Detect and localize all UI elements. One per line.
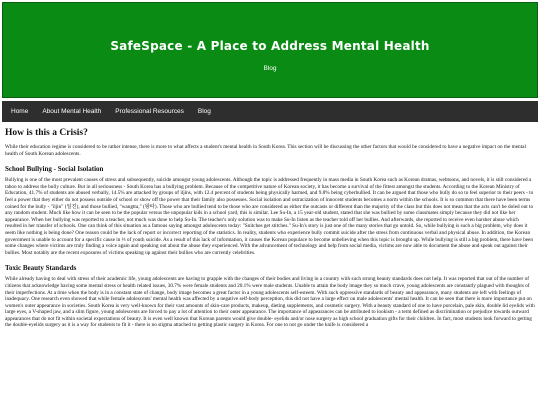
main-nav	[2, 101, 538, 122]
site-subtitle: Blog	[263, 65, 277, 72]
nav-item-blog[interactable]: Blog	[197, 108, 211, 115]
article-content	[5, 128, 535, 405]
nav-item-home[interactable]: Home	[11, 108, 29, 115]
nav-item-about-mental-health[interactable]: About Mental Health	[42, 108, 102, 115]
nav-item-professional-resources[interactable]: Professional Resources	[115, 108, 184, 115]
intro-paragraph: While their education regime is considered to be rather intense, there is more to what affects a student's mental health in South Korea. This section will be discussing the other factors that would be considered to have a negative impact on the mental health of South Korean adolescents.	[5, 144, 526, 157]
beauty-standards-paragraph: While already having to deal with stress of their academic life, young adolescents are having to grapple with the changes of their bodies and living in a country with such strong beauty standards does not help. It was reported that out of the number of citizens that acknowledge having some mental stress or health related issues, 30.7% were female students and 20.1% were male students. Unable to attain the body image they so much crave, young adolescents are constantly plagued with thoughts of their imperfections. At a time when the body is in a constant state of change, body image becomes a great factor in a young adolescents self-esteem. With such oppressive standards of beauty and appearance, many students are left with feelings of inadequacy. One research even showed that while female adolescents' mental health was affected by a negative self-body perception, this did not have a large effect on male adolescents' mental health. It can be seen that there is more importance put on women's outer appearance in societies. South Korea is very well-known for their vast amounts of skin-care products, makeup, dieting supplements, and cosmetic surgery. With a beauty standard of one to have porcelain, pale skin, double lid eyelids with large eyes, a V-shaped jaw, and a slim figure, young adolescents are forced to pay a lot of attention to their outer appearance. The importance of appearances can be attributed to lookism - a term defined as discrimination or prejudice towards outward appearances that do not fit within societal expectations of beauty. It is even well known that Korean parents would give double- eyelids and/or nose surgery as high school graduation gifts for their children. In fact, most students look forward to getting the double-eyelids surgery as it is a way for students to fit it - there is no stigma attached to getting plastic surgery in Korea. For one to not go under the knife is considered a	[5, 276, 535, 329]
section-heading-beauty-standards: Toxic Beauty Standards	[5, 264, 77, 273]
article-heading: How is this a Crisis?	[5, 128, 88, 138]
bullying-paragraph: Bullying is one of the most prevalent causes of stress and subsequently, suicide amongst young adolescents. Although the topic is addressed frequently in mass media in South Korea such as Korean dramas, webtoons, and novels, it is still considered a taboo to address the bully culture. But in all seriousness - South Korea has a bullying problem. Because of the competitive nature of Korean society, it has become a survival of the fittest amongst the students. According to the Korean Ministry of Education, 41.7% of students are abused verbally, 14.5% are attacked by groups of iljins, with 12.4 percent of students being physically harmed, and 9.8% being cyberbullied. It can be argued that those who bully do so to feel superior to their peers - to feel a power that they either do not possess outside of school or show off the power that their family also possesses. Social isolation and ostracization of innocent students becomes a norm within the schools. It is so common that there have been terms coined for the bully - "iljin" (일진), and those bullied, "wangtta," (왕따). Those who are bullied tend to be those who are considered as either the outcasts or different than the majority of the class but this does not mean that the acts can't be doled out to any random student. Much like how it can be seen to be the popular versus the unpopular kids in a school yard, this is similar. Lee Su-In, a 15 year-old student, stated that she was bullied by some classmates simply because they did not like her appearance. When her bullying was reported to a teacher, not much was done to help Su-In. The teacher's only solution was to make Su-In listen as the teacher told off her bullies. And afterwards, she reported to receive even harsher abuse which resulted in her transfer of schools. One can think of this situation as a famous saying amongst adolescents today: "Snitches get stitches." Su-In's story is just one of the many stories that go untold. So, while bullying is such a big problem, why does it seem like nothing is being done? One reason could be the lack of report or incorrect reporting of the statistics. In reality, students who experience bully commit suicide after the stress from continuous verbal and physical abuse. In addition, the Korean government is unable to account for a specific cause in ⅓ of youth suicide. As a result of this lack of information, it causes the Korean populace to become unbelieving when this topic is brought up. While bullying is still a big problem, there have been some changes where victims are truly finding a voice again and speaking out about the abuse they experienced. With the advancement of technology and help from social media, victims are now able to document the abuse and speak out against their bullies. Most notably are the recent exposures of victims speaking up against their bullies who are currently celebrities.	[5, 177, 534, 256]
site-header-banner	[2, 2, 538, 98]
site-title: SafeSpace - A Place to Address Mental Health	[110, 39, 430, 53]
section-heading-bullying: School Bullying - Social Isolation	[5, 165, 104, 174]
